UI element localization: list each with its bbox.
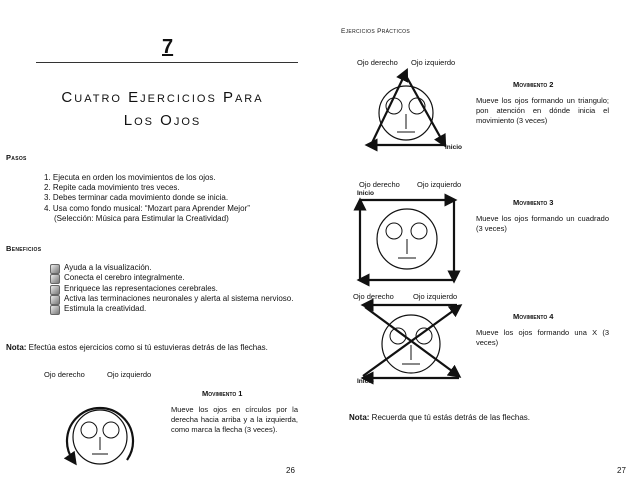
exercise-4-face-diagram — [359, 302, 465, 382]
note-label: Nota: — [349, 413, 370, 422]
exercise-2-title: Movimiento 2 — [513, 80, 554, 89]
benefits-list — [50, 263, 305, 314]
benefit-item: Estimula la creatividad. — [50, 304, 305, 314]
left-eye-label: Ojo izquierdo — [417, 180, 462, 189]
benefit-item: Enriquece las representaciones cerebrales. — [50, 284, 305, 294]
exercise-4-title: Movimiento 4 — [513, 312, 554, 321]
right-eye-label: Ojo derecho — [357, 58, 398, 67]
chapter-number: 7 — [162, 36, 174, 58]
page-number: 27 — [617, 466, 626, 475]
exercise-2-text: Mueve los ojos formando un triangulo; pon atención en dónde inicia el movimiento (3 veces) — [476, 96, 609, 126]
left-eye-label: Ojo izquierdo — [411, 58, 456, 67]
exercise-3-title: Movimiento 3 — [513, 198, 554, 207]
exercise-1-text: Mueve los ojos en círculos por la derecha hacia arriba y a la izquierda, como marca la flecha (3 veces). — [171, 405, 298, 435]
steps-list — [44, 173, 314, 224]
right-eye-label: Ojo derecho — [44, 370, 85, 379]
exercise-4-text: Mueve los ojos formando una X (3 veces) — [476, 328, 609, 348]
exercise-4-start-label: Inicio — [357, 378, 374, 385]
step-item: 1. Ejecuta en orden los movimientos de los ojos. — [44, 173, 216, 182]
exercise-1-face-diagram — [55, 382, 145, 482]
steps-heading: Pasos — [6, 153, 27, 162]
page-title — [30, 86, 295, 132]
exercise-3-start-label: Inicio — [357, 190, 374, 197]
page-number: 26 — [286, 466, 295, 475]
note-text: Recuerda que tú estás detrás de las flechas. — [369, 413, 530, 422]
note — [349, 412, 619, 423]
exercise-3-text: Mueve los ojos formando un cuadrado (3 veces) — [476, 214, 609, 234]
title-line-2: Los Ojos — [123, 112, 202, 129]
note-text: Efectúa estos ejercicios como si tú estuvieras detrás de las flechas. — [26, 343, 268, 352]
left-eye-label: Ojo izquierdo — [413, 292, 458, 301]
title-line-1: Cuatro Ejercicios Para — [61, 89, 264, 106]
left-eye-label: Ojo izquierdo — [107, 370, 152, 379]
benefit-item: Conecta el cerebro integralmente. — [50, 273, 305, 283]
right-eye-label: Ojo derecho — [359, 180, 400, 189]
benefit-item: Ayuda a la visualización. — [50, 263, 305, 273]
eye-icon — [386, 223, 402, 239]
right-eye-label: Ojo derecho — [353, 292, 394, 301]
step-item: 3. Debes terminar cada movimiento donde se inicia. — [44, 193, 229, 203]
step-item: 2. Repite cada movimiento tres veces. — [44, 183, 180, 193]
step-item: (Selección: Música para Estimular la Creatividad) — [54, 213, 229, 223]
note — [6, 342, 298, 353]
exercise-2-start-label: Inicio — [445, 144, 462, 151]
benefits-heading: Beneficios — [6, 244, 42, 253]
exercise-1-title: Movimiento 1 — [202, 389, 243, 398]
right-page — [319, 0, 638, 493]
eye-icon — [411, 223, 427, 239]
benefit-item: Activa las terminaciones neuronales y alerta al sistema nervioso. — [50, 294, 305, 304]
note-label: Nota: — [6, 343, 27, 352]
running-header: Ejercicios Prácticos — [341, 28, 410, 35]
title-divider — [36, 62, 298, 63]
bullet-icon — [50, 305, 60, 315]
step-item: 4. Usa como fondo musical: “Mozart para Aprender Mejor” — [44, 203, 250, 213]
eye-icon — [386, 98, 402, 114]
eye-icon — [81, 422, 97, 438]
eye-icon — [103, 422, 119, 438]
exercise-3-face-diagram — [357, 196, 459, 284]
